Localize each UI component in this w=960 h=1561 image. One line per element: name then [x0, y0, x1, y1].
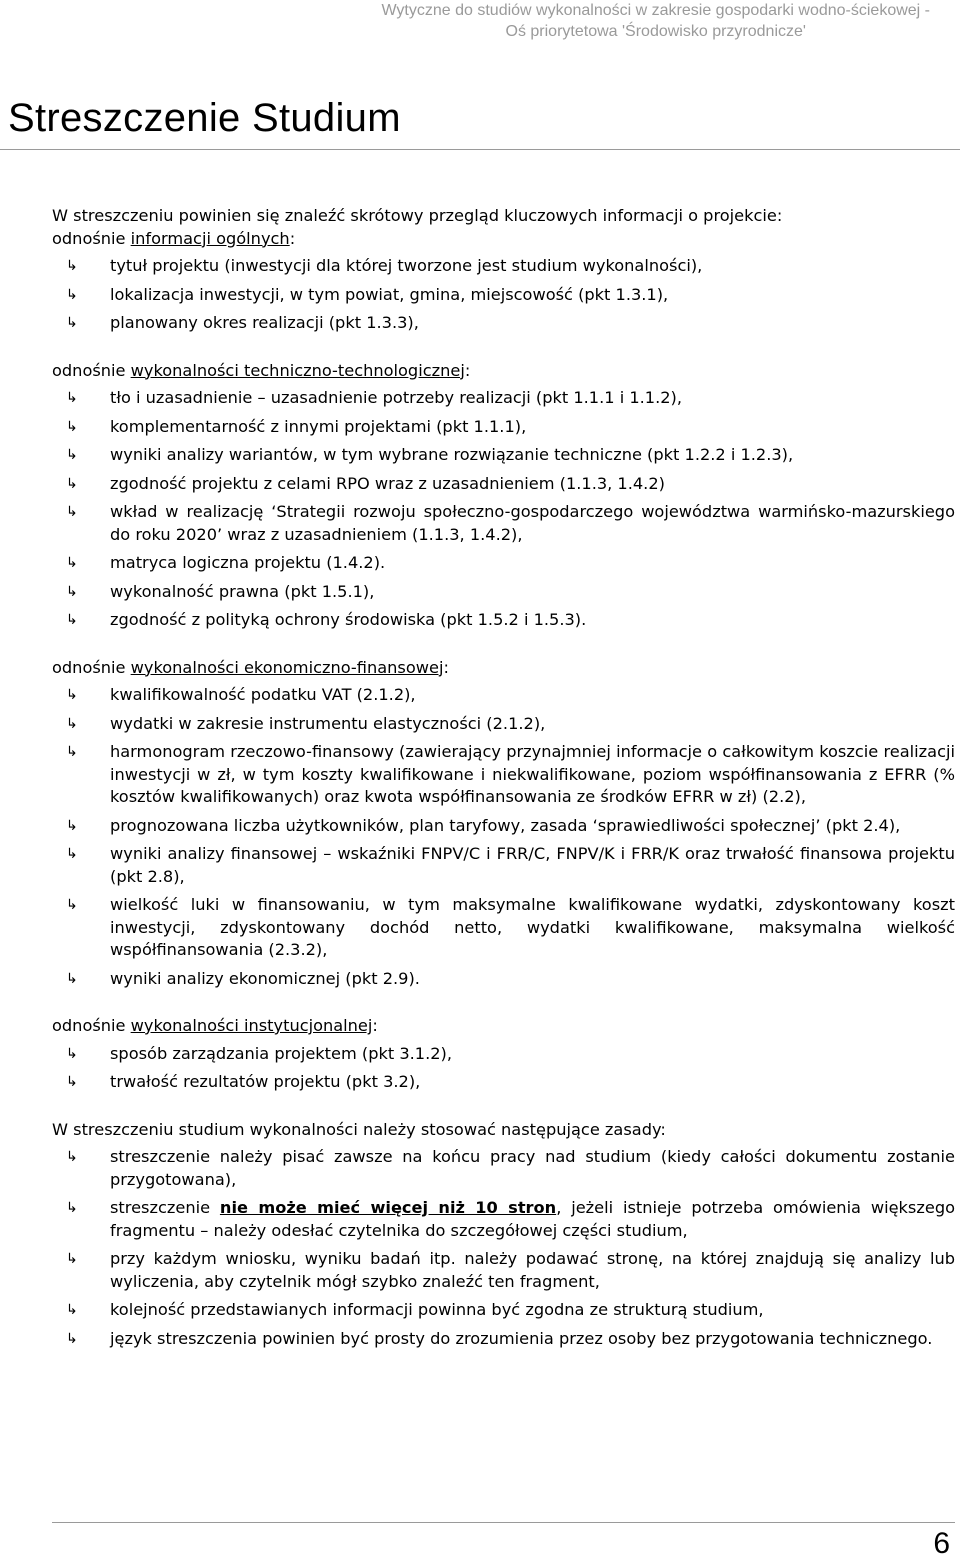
list-item — [52, 1071, 955, 1094]
section-list — [52, 1043, 955, 1094]
list-item — [52, 473, 955, 496]
list-item — [52, 843, 955, 888]
section-heading-prefix: odnośnie — [52, 1016, 131, 1035]
list-item-text: lokalizacja inwestycji, w tym powiat, gmina, miejscowość (pkt 1.3.1), — [110, 284, 669, 304]
section-heading-suffix: : — [289, 228, 296, 248]
bullet-arrow-icon: ↳ — [66, 1045, 78, 1062]
list-item-text: wyniki analizy ekonomicznej (pkt 2.9). — [110, 968, 420, 988]
list-item — [52, 1328, 955, 1351]
bullet-arrow-icon: ↳ — [66, 612, 78, 628]
footer-divider — [52, 1522, 955, 1523]
bullet-arrow-icon: ↳ — [66, 744, 78, 760]
list-item-text: wkład w realizację ‘Strategii rozwoju społeczno-gospodarczego województwa warmińsko-mazurskiego do roku 2020’ wraz z uzasadnieniem (1.1.3, 1.4.2), — [110, 502, 955, 544]
bullet-arrow-icon: ↳ — [66, 970, 78, 987]
list-item — [52, 1248, 955, 1293]
list-item — [52, 444, 955, 467]
bullet-arrow-icon: ↳ — [66, 286, 78, 303]
bullet-arrow-icon: ↳ — [66, 315, 78, 331]
list-item — [52, 416, 955, 439]
rule-text: przy każdym wniosku, wyniku badań itp. należy podawać stronę, na której znajdują się analizy lub wyliczenia, aby czytelnik mógł szybko znaleźć ten fragment, — [110, 1249, 955, 1291]
list-item-text: wyniki analizy wariantów, w tym wybrane rozwiązanie techniczne (pkt 1.2.2 i 1.2.3), — [110, 445, 794, 464]
section-heading-label: wykonalności instytucjonalnej — [130, 1016, 373, 1035]
rule-text: kolejność przedstawianych informacji powinna być zgodna ze strukturą studium, — [110, 1300, 764, 1319]
section-heading — [52, 657, 955, 680]
list-item-text: sposób zarządzania projektem (pkt 3.1.2), — [110, 1043, 453, 1063]
rules-section — [52, 1119, 955, 1351]
list-item — [52, 684, 955, 707]
intro-paragraph: W streszczeniu powinien się znaleźć skrótowy przegląd kluczowych informacji o projekcie: — [52, 206, 783, 225]
list-item-text: trwałość rezultatów projektu (pkt 3.2), — [110, 1072, 421, 1091]
list-item — [52, 815, 955, 838]
document-body — [52, 205, 955, 1356]
page-title: Streszczenie Studium — [8, 96, 401, 140]
list-item-text: wyniki analizy finansowej – wskaźniki FNPV/C i FRR/C, FNPV/K i FRR/K oraz trwałość finansowa projektu (pkt 2.8), — [110, 844, 955, 886]
list-item — [52, 581, 955, 604]
bullet-arrow-icon: ↳ — [66, 817, 78, 834]
list-item — [52, 552, 955, 575]
list-item — [52, 284, 955, 307]
list-item — [52, 894, 955, 962]
list-item — [52, 1197, 955, 1242]
bullet-arrow-icon: ↳ — [66, 1149, 78, 1165]
bullet-arrow-icon: ↳ — [66, 1251, 78, 1267]
list-item — [52, 255, 955, 278]
list-item-text: zgodność projektu z celami RPO wraz z uzasadnieniem (1.1.3, 1.4.2) — [110, 473, 665, 493]
section-list — [52, 387, 955, 632]
bullet-arrow-icon: ↳ — [66, 846, 78, 862]
list-item — [52, 1043, 955, 1066]
list-item — [52, 968, 955, 991]
rule-emphasis: nie może mieć więcej niż 10 stron — [219, 1198, 557, 1217]
bullet-arrow-icon: ↳ — [66, 555, 78, 571]
list-item-text: wydatki w zakresie instrumentu elastyczności (2.1.2), — [110, 713, 546, 733]
section-heading-label: wykonalności techniczno-technologicznej — [130, 360, 465, 380]
bullet-arrow-icon: ↳ — [66, 1074, 78, 1090]
bullet-arrow-icon: ↳ — [66, 258, 78, 274]
bullet-arrow-icon: ↳ — [66, 715, 78, 732]
running-header-line-1: Wytyczne do studiów wykonalności w zakresie gospodarki wodno-ściekowej - — [381, 2, 930, 19]
list-item — [52, 1146, 955, 1191]
bullet-arrow-icon: ↳ — [66, 1302, 78, 1318]
section-list — [52, 684, 955, 990]
bullet-arrow-icon: ↳ — [66, 583, 78, 600]
section-heading-prefix: odnośnie — [52, 657, 131, 677]
list-item-text: harmonogram rzeczowo-finansowy (zawierający przynajmniej informacje o całkowitym koszcie realizacji inwestycji w zł, w tym koszty kwalifikowane i niekwalifikowane, poziom współfinansowania z EFRR (% kosztów kwalifikowanych) oraz kwota współfinansowania ze środków EFRR w zł) (2.2), — [110, 742, 955, 806]
section-heading — [52, 228, 955, 251]
list-item — [52, 387, 955, 410]
section-heading — [52, 360, 955, 383]
bullet-arrow-icon: ↳ — [66, 475, 78, 492]
rule-text-start: streszczenie — [110, 1198, 220, 1217]
section-heading-label: wykonalności ekonomiczno-finansowej — [130, 657, 444, 677]
list-item — [52, 713, 955, 736]
section-heading-prefix: odnośnie — [52, 360, 131, 380]
list-item-text: planowany okres realizacji (pkt 1.3.3), — [110, 313, 419, 332]
list-item-text: kwalifikowalność podatku VAT (2.1.2), — [110, 685, 416, 704]
bullet-arrow-icon: ↳ — [66, 447, 78, 463]
bullet-arrow-icon: ↳ — [66, 1200, 78, 1216]
rule-text-end: , jeżeli istnieje potrzeba omówienia większego fragmentu – należy odesłać czytelnika do szczegółowej części studium, — [110, 1198, 955, 1240]
section-heading-label: informacji ogólnych — [130, 228, 290, 248]
sections-container — [52, 228, 955, 1094]
rule-text: streszczenie należy pisać zawsze na końcu pracy nad studium (kiedy całości dokumentu zostanie przygotowana), — [110, 1147, 955, 1189]
rules-intro: W streszczeniu studium wykonalności należy stosować następujące zasady: — [52, 1119, 666, 1139]
list-item-text: prognozowana liczba użytkowników, plan taryfowy, zasada ‘sprawiedliwości społecznej’ (pkt 2.4), — [110, 815, 901, 835]
list-item — [52, 609, 955, 632]
section — [52, 1015, 955, 1094]
list-item-text: komplementarność z innymi projektami (pkt 1.1.1), — [110, 416, 527, 436]
section-heading-suffix: : — [464, 360, 471, 380]
section — [52, 360, 955, 632]
list-item-text: wielkość luki w finansowaniu, w tym maksymalne kwalifikowane wydatki, zdyskontowany koszt inwestycji, zdyskontowany dochód netto, wydatki kwalifikowane, maksymalna wielkość współfinansowania (2.3.2), — [110, 895, 955, 959]
bullet-arrow-icon: ↳ — [66, 1330, 78, 1347]
list-item-text: tytuł projektu (inwestycji dla której tworzone jest studium wykonalności), — [110, 256, 703, 275]
list-item-text: matryca logiczna projektu (1.4.2). — [110, 553, 386, 572]
title-divider — [0, 149, 960, 150]
list-item-text: zgodność z polityką ochrony środowiska (pkt 1.5.2 i 1.5.3). — [110, 610, 587, 629]
section-list — [52, 255, 955, 335]
page-number: 6 — [933, 1527, 950, 1560]
bullet-arrow-icon: ↳ — [66, 897, 78, 913]
section-heading — [52, 1015, 955, 1038]
section-heading-suffix: : — [443, 657, 449, 677]
bullet-arrow-icon: ↳ — [66, 418, 78, 435]
section-heading-suffix: : — [372, 1016, 378, 1035]
section — [52, 657, 955, 991]
bullet-arrow-icon: ↳ — [66, 504, 78, 520]
list-item — [52, 501, 955, 546]
bullet-arrow-icon: ↳ — [66, 687, 78, 703]
section — [52, 228, 955, 335]
list-item — [52, 1299, 955, 1322]
list-item — [52, 741, 955, 809]
bullet-arrow-icon: ↳ — [66, 390, 78, 406]
running-header-line-2: Oś priorytetowa 'Środowisko przyrodnicze' — [505, 23, 806, 40]
running-header — [381, 0, 930, 42]
section-heading-prefix: odnośnie — [52, 228, 131, 248]
rules-list — [52, 1146, 955, 1350]
list-item-text: wykonalność prawna (pkt 1.5.1), — [110, 581, 375, 601]
list-item — [52, 312, 955, 335]
rule-text: język streszczenia powinien być prosty do zrozumienia przez osoby bez przygotowania technicznego. — [110, 1328, 933, 1348]
list-item-text: tło i uzasadnienie – uzasadnienie potrzeby realizacji (pkt 1.1.1 i 1.1.2), — [110, 388, 682, 407]
